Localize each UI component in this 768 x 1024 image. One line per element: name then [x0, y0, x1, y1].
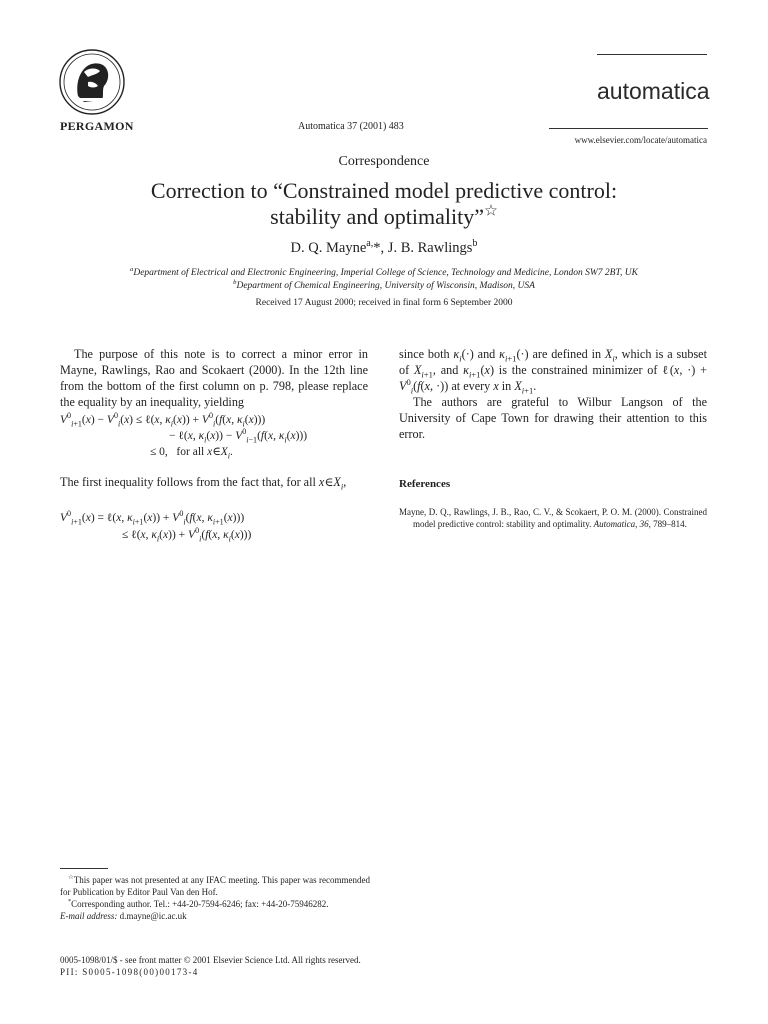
p3-in: in: [498, 379, 515, 393]
title-line-1: Correction to “Constrained model predictive control:: [150, 178, 618, 203]
copyright-line: 0005-1098/01/$ - see front matter © 2001 Elsevier Science Ltd. All rights reserved.: [60, 955, 361, 965]
right-column-text: [399, 346, 707, 442]
reference-authors-title: Mayne, D. Q., Rawlings, J. B., Rao, C. V., & Scokaert, P. O. M. (2000). Constrained model predictive control: stability and optimality.: [399, 507, 707, 529]
authors: [0, 240, 768, 257]
footnote-1-mark: ☆: [68, 874, 74, 881]
paragraph-2-text: The first inequality follows from the fact that, for all: [60, 475, 319, 489]
journal-citation: Automatica 37 (2001) 483: [298, 121, 404, 132]
p3-and2: , and: [432, 363, 464, 377]
affiliation-a: [0, 265, 768, 278]
equation-2-line-2: ≤ ℓ(x, $\kappa_i(x)) + V^0_i(f(x$, $\kappa_i(x)$)): [122, 526, 252, 544]
p3-every: at every: [448, 379, 494, 393]
footnote-rule: [60, 868, 108, 869]
paragraph-3: since both $\kappa_i(\cdot)$ and $\kappa_{i+1}(\cdot)$ are defined in $X_i$, which is a subset of $X_{i+1}$, and $\kappa_{i+1}(x)$ is the constrained minimizer of ℓ(x, ·) + $V^0_i(f(x$, ·)) at every x in $X_{i+1}$.: [399, 347, 707, 396]
equation-1-line-1: $V^0_{i+1}(x) - V^0_i(x)$ ≤ ℓ(x, $\kappa_i(x)) + V^0_i(f(x$, $\kappa_i(x)$)): [60, 411, 266, 429]
publisher-logo: [58, 48, 126, 116]
received-dates: Received 17 August 2000; received in final form 6 September 2000: [255, 298, 513, 308]
elsevier-pergamon-emblem-icon: [58, 48, 126, 116]
p3-since: since both: [399, 347, 454, 361]
left-column-intro: [60, 346, 368, 410]
p3-defined: are defined in: [528, 347, 605, 361]
equation-2-line-1: $V^0_{i+1}(x)$ = ℓ(x, $\kappa_{i+1}(x)) + V^0_i(f(x$, $\kappa_{i+1}(x)$)): [60, 509, 245, 527]
footnote-2-mark: *: [68, 898, 72, 905]
journal-name: automatica: [597, 78, 710, 104]
journal-url: www.elsevier.com/locate/automatica: [574, 135, 707, 145]
affiliation-a-text: Department of Electrical and Electronic Engineering, Imperial College of Science, Technology and Medicine, London SW7 2BT, UK: [133, 268, 638, 278]
copyright-block: [60, 954, 361, 978]
publisher-name: PERGAMON: [60, 119, 134, 133]
email-line: [60, 910, 370, 922]
author-separator: ,: [380, 240, 388, 256]
affiliation-b-text: Department of Chemical Engineering, University of Wisconsin, Madison, USA: [236, 281, 535, 291]
reference-pages: , 789–814.: [648, 519, 687, 529]
reference-journal: Automatica: [593, 519, 636, 529]
author-2: J. B. Rawlings: [387, 240, 473, 256]
pii-line: PII: S0005-1098(00)00173-4: [60, 967, 199, 977]
email-label: E-mail address:: [60, 911, 118, 921]
author-1-affil-mark: a,: [366, 238, 374, 250]
p3-subset: , which is a subset of: [399, 347, 707, 377]
section-type: Correspondence: [338, 154, 430, 169]
affiliation-b: [0, 278, 768, 291]
header-rule: [549, 128, 708, 129]
paragraph-4: The authors are grateful to Wilbur Langson of the University of Cape Town for drawing their attention to this error.: [399, 395, 707, 441]
references-heading: References: [399, 478, 451, 490]
paragraph-1: The purpose of this note is to correct a minor error in Mayne, Rawlings, Rao and Scokaert (2000). In the 12th line from the bottom of the first column on p. 798, please replace the equality by an inequality, yielding: [60, 347, 368, 409]
article-title: [80, 178, 688, 230]
title-line-2-text: stability and optimality”: [270, 204, 485, 229]
author-2-affil-mark: b: [472, 238, 478, 250]
corresponding-star: *: [373, 240, 381, 256]
email-address[interactable]: d.mayne@ic.ac.uk: [117, 911, 187, 921]
title-footnote-mark: ☆: [484, 202, 498, 220]
affiliation-b-mark: b: [233, 278, 237, 286]
journal-top-rule: [597, 54, 707, 55]
footnotes: [60, 874, 370, 922]
p3-and: and: [473, 347, 500, 361]
footnote-1: [60, 874, 370, 898]
reference-volume: , 36: [635, 519, 649, 529]
footnote-1-text: This paper was not presented at any IFAC meeting. This paper was recommended for Publication by Editor Paul Van den Hof.: [60, 875, 370, 897]
footnote-2: [60, 898, 370, 910]
affiliation-a-mark: a: [130, 265, 134, 273]
equation-1-line-2: − ℓ(x, $\kappa_i(x)) - V^0_{i-1}(f(x$, $\kappa_i(x)$)): [169, 427, 308, 445]
equation-1-line-3: ≤ 0, for all $x\in X_i$.: [150, 446, 233, 461]
paragraph-2: The first inequality follows from the fact that, for all $x\in X_i$,: [60, 475, 347, 492]
title-line-2: [80, 204, 688, 230]
p3-constrained: is the constrained minimizer of: [494, 363, 663, 377]
author-1: D. Q. Mayne: [290, 240, 367, 256]
reference-item: [399, 506, 707, 530]
footnote-2-text: Corresponding author. Tel.: +44-20-7594-6246; fax: +44-20-75946282.: [71, 899, 329, 909]
